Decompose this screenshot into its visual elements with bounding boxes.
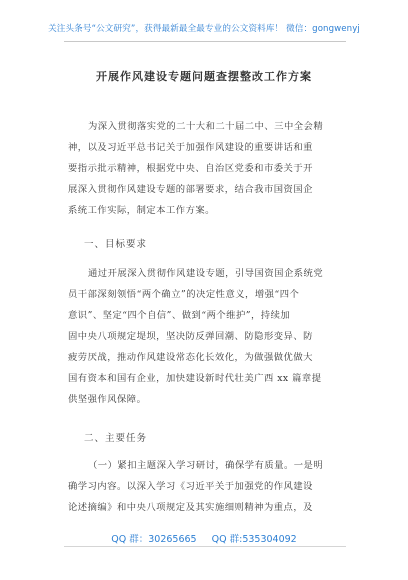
paragraph-line: 疲劳厌战，推动作风建设常态化长效化，为做强做优做大 <box>68 352 313 363</box>
paragraph-line: 员干部深刻领悟“两个确立”的决定性意义，增强“四个 <box>68 289 300 300</box>
paragraph-line: 论述摘编》和中央八项规定及其实施细则精神为重点，及 <box>68 502 313 513</box>
paragraph-line: 国有资本和国有企业，加快建设新时代壮美广西 xx 篇章提 <box>68 373 322 384</box>
paragraph-line: 确学习内容。以深入学习《习近平关于加强党的作风建设 <box>68 481 313 492</box>
document-title: 开展作风建设专题问题查摆整改工作方案 <box>96 70 312 83</box>
section-heading-tasks: 二、主要任务 <box>84 433 148 444</box>
paragraph-line: 固中央八项规定堤坝，坚决防反弹回潮、防隐形变异、防 <box>68 331 313 342</box>
footer-qq-group-2: QQ 群:535304092 <box>211 534 297 545</box>
paragraph-line: 展深入贯彻作风建设专题的部署要求，结合我市国资国企 <box>68 184 313 195</box>
header-banner: 关注头条号“公文研究”，获得最新最全最专业的公文资料库！ 微信：gongwenyj <box>48 24 360 34</box>
goals-paragraph <box>68 263 338 410</box>
footer-divider <box>64 546 346 547</box>
paragraph-line: 意识”、坚定“四个自信”、做到“两个维护”，持续加 <box>68 310 291 321</box>
paragraph-line: （一）紧扣主题深入学习研讨，确保学有质量。一是明 <box>88 460 324 471</box>
paragraph-line: 供坚强作风保障。 <box>68 394 147 405</box>
footer-contact <box>0 531 408 545</box>
paragraph-line: 为深入贯彻落实党的二十大和二十届二中、三中全会精 <box>88 121 324 132</box>
header-divider <box>64 41 346 42</box>
paragraph-line: 系统工作实际，制定本工作方案。 <box>68 205 215 216</box>
intro-paragraph <box>68 116 338 221</box>
tasks-paragraph <box>68 455 338 518</box>
paragraph-line: 通过开展深入贯彻作风建设专题，引导国资国企系统党 <box>88 268 324 279</box>
paragraph-line: 要指示批示精神，根据党中央、自治区党委和市委关于开 <box>68 163 313 174</box>
footer-qq-group-1: QQ 群：30265665 <box>111 534 197 545</box>
paragraph-line: 神，以及习近平总书记关于加强作风建设的重要讲话和重 <box>68 142 313 153</box>
section-heading-goals: 一、目标要求 <box>84 239 148 250</box>
